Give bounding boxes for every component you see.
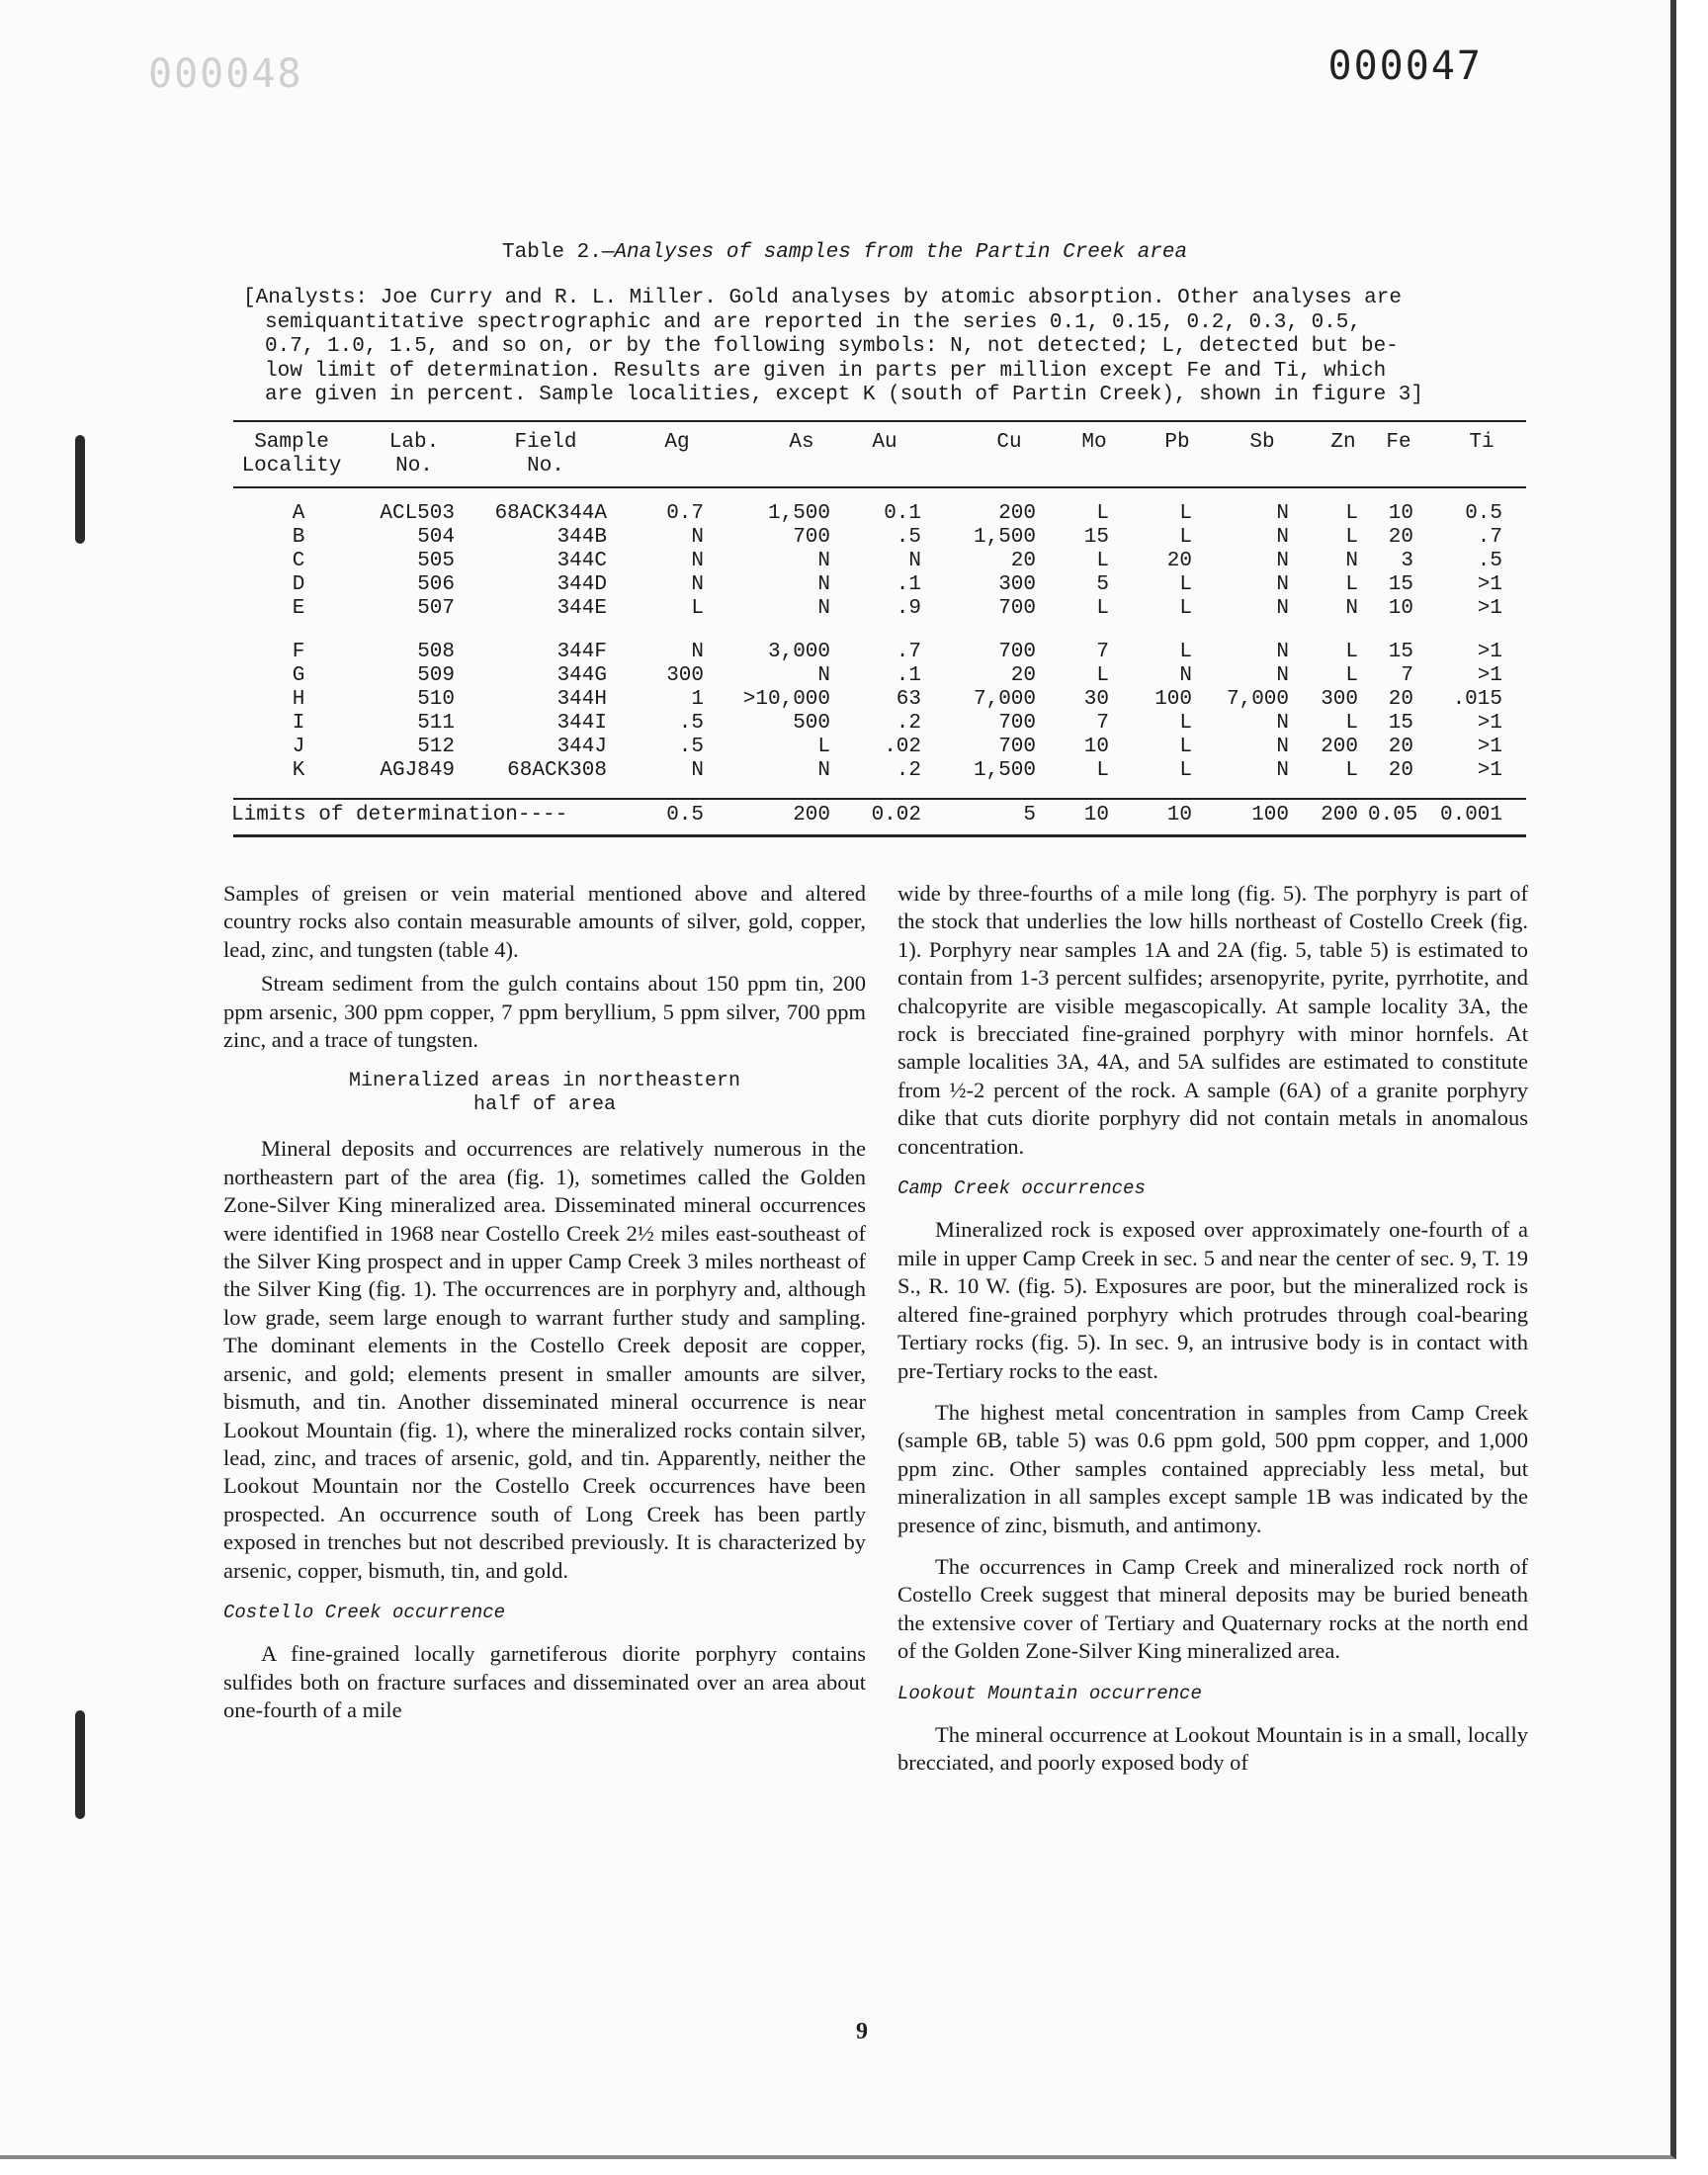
table-cell-as: >10,000 xyxy=(742,688,830,711)
table-cell-pb: L xyxy=(1179,712,1192,735)
table-cell-fe: 3 xyxy=(1401,550,1413,572)
table-cell-fe: 20 xyxy=(1388,526,1413,549)
table-cell-sb: N xyxy=(1276,573,1289,596)
table-cell-zn: L xyxy=(1345,641,1358,663)
table-cell-field: 344I xyxy=(556,712,607,735)
table-cell-ag: N xyxy=(691,759,704,782)
header-ti: Ti xyxy=(1469,431,1494,454)
table-cell-ag: 0.7 xyxy=(666,502,704,525)
table-cell-mo: 15 xyxy=(1083,526,1109,549)
table-cell-ag: N xyxy=(691,573,704,596)
table-cell-ag: N xyxy=(691,641,704,663)
table-cell-fe: 20 xyxy=(1388,759,1413,782)
table-cell-cu: 20 xyxy=(1010,664,1036,687)
table-cell-sb: N xyxy=(1276,759,1289,782)
paragraph: The highest metal concentration in samples from Camp Creek (sample 6B, table 5) was 0.6 ppm gold, 500 ppm copper, and 1,000 ppm zinc. Other samples contained appreciably less metal, but mineralization in all samples except sample 1B was indicated by the presence of zinc, bismuth, and antimony. xyxy=(897,1399,1528,1537)
table-cell-zn: 200 xyxy=(1321,736,1358,758)
table-cell-fe: 20 xyxy=(1388,736,1413,758)
table-cell-fe: 15 xyxy=(1388,573,1413,596)
table-cell-sb: N xyxy=(1276,597,1289,620)
limit-cell-fe: 0.05 xyxy=(1368,804,1418,826)
table-title xyxy=(502,241,1187,264)
table-title-text: Analyses of samples from the Partin Creek area xyxy=(614,241,1188,264)
table-cell-lab: 508 xyxy=(417,641,455,663)
table-cell-ag: 300 xyxy=(666,664,704,687)
table-cell-cu: 300 xyxy=(998,573,1036,596)
table-cell-zn: 300 xyxy=(1321,688,1358,711)
table-cell-field: 344C xyxy=(556,550,607,572)
table-cell-fe: 20 xyxy=(1388,688,1413,711)
table-cell-ti: >1 xyxy=(1477,736,1502,758)
table-cell-au: .7 xyxy=(896,641,921,663)
limit-cell-au: 0.02 xyxy=(871,804,921,826)
table-cell-cu: 1,500 xyxy=(973,759,1036,782)
header-ag: Ag xyxy=(664,431,690,454)
header-cu: Cu xyxy=(996,431,1022,454)
table-cell-mo: L xyxy=(1096,550,1109,572)
table-cell-pb: N xyxy=(1179,664,1192,687)
table-cell-ti: 0.5 xyxy=(1465,502,1502,525)
table-cell-loc: C xyxy=(292,550,305,572)
header-pb: Pb xyxy=(1164,431,1190,454)
table-cell-field: 344G xyxy=(556,664,607,687)
table-cell-au: .1 xyxy=(896,573,921,596)
limit-cell-ag: 0.5 xyxy=(666,804,704,826)
header-sb: Sb xyxy=(1249,431,1275,454)
paragraph: A fine-grained locally garnetiferous diorite porphyry contains sulfides both on fracture surfaces and disseminated over an area about one-fourth of a mile xyxy=(223,1641,866,1723)
table-cell-zn: L xyxy=(1345,502,1358,525)
paragraph: Mineralized rock is exposed over approximately one-fourth of a mile in upper Camp Creek in sec. 5 and near the center of sec. 9, T. 19 S., R. 10 W. (fig. 5). Exposures are poor, but the mineralized rock is altered fine-grained porphyry which protrudes through coal-bearing Tertiary rocks (fig. 5). In sec. 9, an intrusive body is in contact with pre-Tertiary rocks to the east. xyxy=(897,1217,1528,1383)
table-cell-ag: .5 xyxy=(678,712,704,735)
table-cell-au: .2 xyxy=(896,712,921,735)
table-cell-au: 63 xyxy=(896,688,921,711)
table-cell-zn: L xyxy=(1345,526,1358,549)
table-cell-pb: 20 xyxy=(1166,550,1192,572)
header-lab-line1: Lab. xyxy=(388,431,440,454)
table-cell-mo: 10 xyxy=(1083,736,1109,758)
paragraph: Samples of greisen or vein material mentioned above and altered country rocks also contain measurable amounts of silver, gold, copper, lead, zinc, and tungsten (table 4). xyxy=(223,881,866,962)
table-cell-zn: N xyxy=(1345,550,1358,572)
limit-cell-as: 200 xyxy=(793,804,830,826)
table-cell-pb: L xyxy=(1179,736,1192,758)
table-cell-loc: H xyxy=(292,688,305,711)
table-cell-pb: L xyxy=(1179,597,1192,620)
header-field-line2: No. xyxy=(527,455,564,478)
table-cell-fe: 15 xyxy=(1388,712,1413,735)
table-cell-au: .9 xyxy=(896,597,921,620)
table-cell-field: 344D xyxy=(556,573,607,596)
subsection-heading: Camp Creek occurrences xyxy=(897,1177,1146,1200)
table-cell-sb: N xyxy=(1276,526,1289,549)
header-sample-line2: Locality xyxy=(241,455,342,478)
table-cell-lab: 506 xyxy=(417,573,455,596)
table-cell-as: N xyxy=(817,550,830,572)
table-cell-lab: 509 xyxy=(417,664,455,687)
table-cell-as: N xyxy=(817,597,830,620)
table-cell-ti: >1 xyxy=(1477,597,1502,620)
subsection-heading: Costello Creek occurrence xyxy=(223,1601,506,1623)
table-cell-au: .02 xyxy=(884,736,921,758)
table-cell-loc: F xyxy=(292,641,305,663)
table-bottom-rule xyxy=(233,834,1526,837)
table-top-rule xyxy=(233,420,1526,422)
table-title-prefix: Table 2.— xyxy=(502,241,615,264)
table-cell-field: 344H xyxy=(556,688,607,711)
table-cell-lab: 512 xyxy=(417,736,455,758)
table-limits-rule xyxy=(233,798,1526,800)
table-cell-loc: E xyxy=(292,597,305,620)
limit-cell-pb: 10 xyxy=(1166,804,1192,826)
table-cell-au: .2 xyxy=(896,759,921,782)
binder-mark xyxy=(75,435,85,544)
table-note-line: are given in percent. Sample localities, except K (south of Partin Creek), shown in figure 3] xyxy=(265,384,1423,406)
table-cell-lab: 505 xyxy=(417,550,455,572)
table-cell-as: 700 xyxy=(793,526,830,549)
table-cell-ti: .5 xyxy=(1477,550,1502,572)
table-cell-sb: N xyxy=(1276,712,1289,735)
paragraph: wide by three-fourths of a mile long (fig. 5). The porphyry is part of the stock that underlies the low hills northeast of Costello Creek (fig. 1). Porphyry near samples 1A and 2A (fig. 5, table 5) is estimated to contain from 1-3 percent sulfides; arsenopyrite, pyrite, pyrrhotite, and chalcopyrite are visible megascopically. At sample locality 3A, the rock is brecciated fine-grained porphyry with minor hornfels. At sample localities 3A, 4A, and 5A sulfides are estimated to constitute from ½-2 percent of the rock. A sample (6A) of a granite porphyry dike that cuts diorite porphyry did not contain metals in anomalous concentration. xyxy=(897,881,1528,1159)
table-cell-ti: >1 xyxy=(1477,641,1502,663)
section-heading xyxy=(223,1070,866,1117)
table-cell-ag: L xyxy=(691,597,704,620)
table-cell-ti: >1 xyxy=(1477,712,1502,735)
table-cell-au: .1 xyxy=(896,664,921,687)
table-cell-zn: N xyxy=(1345,597,1358,620)
table-cell-fe: 15 xyxy=(1388,641,1413,663)
table-note-line: semiquantitative spectrographic and are reported in the series 0.1, 0.15, 0.2, 0.3, 0.5, xyxy=(265,310,1361,334)
bleed-through-stamp: 000048 xyxy=(148,51,303,97)
table-cell-as: N xyxy=(817,759,830,782)
table-cell-as: 3,000 xyxy=(767,641,830,663)
table-cell-zn: L xyxy=(1345,664,1358,687)
table-cell-lab: 510 xyxy=(417,688,455,711)
table-cell-sb: N xyxy=(1276,641,1289,663)
table-cell-fe: 10 xyxy=(1388,502,1413,525)
table-cell-field: 344E xyxy=(556,597,607,620)
header-mo: Mo xyxy=(1081,431,1107,454)
table-cell-cu: 200 xyxy=(998,502,1036,525)
table-cell-fe: 7 xyxy=(1401,664,1413,687)
limits-label: Limits of determination---- xyxy=(231,804,568,826)
table-cell-zn: L xyxy=(1345,712,1358,735)
table-cell-ti: >1 xyxy=(1477,664,1502,687)
table-cell-sb: N xyxy=(1276,664,1289,687)
table-notes xyxy=(243,287,1538,408)
table-cell-ag: .5 xyxy=(678,736,704,758)
table-cell-pb: L xyxy=(1179,759,1192,782)
table-cell-cu: 7,000 xyxy=(973,688,1036,711)
table-cell-cu: 700 xyxy=(998,597,1036,620)
table-cell-mo: 7 xyxy=(1096,712,1109,735)
table-cell-ti: >1 xyxy=(1477,573,1502,596)
table-cell-mo: 7 xyxy=(1096,641,1109,663)
table-cell-fe: 10 xyxy=(1388,597,1413,620)
table-cell-cu: 700 xyxy=(998,736,1036,758)
table-cell-mo: L xyxy=(1096,664,1109,687)
table-cell-au: .5 xyxy=(896,526,921,549)
paragraph: The occurrences in Camp Creek and mineralized rock north of Costello Creek suggest that mineral deposits may be buried beneath the extensive cover of Tertiary and Quaternary rocks at the north end of the Golden Zone-Silver King mineralized area. xyxy=(897,1553,1528,1664)
limit-cell-mo: 10 xyxy=(1083,804,1109,826)
table-cell-mo: L xyxy=(1096,502,1109,525)
header-lab-no xyxy=(370,431,459,478)
page-stamp: 000047 xyxy=(1327,44,1483,89)
limit-cell-zn: 200 xyxy=(1321,804,1358,826)
table-cell-lab: 507 xyxy=(417,597,455,620)
table-cell-pb: L xyxy=(1179,502,1192,525)
header-fe: Fe xyxy=(1386,431,1411,454)
table-cell-au: 0.1 xyxy=(884,502,921,525)
table-cell-mo: L xyxy=(1096,597,1109,620)
table-cell-field: 344B xyxy=(556,526,607,549)
table-cell-lab: AGJ849 xyxy=(380,759,455,782)
table-note-line: low limit of determination. Results are given in parts per million except Fe and Ti, which xyxy=(265,359,1387,383)
table-cell-ag: N xyxy=(691,526,704,549)
table-cell-loc: B xyxy=(292,526,305,549)
table-cell-sb: N xyxy=(1276,550,1289,572)
header-zn: Zn xyxy=(1330,431,1356,454)
table-cell-ag: 1 xyxy=(691,688,704,711)
paragraph: Mineral deposits and occurrences are relatively numerous in the northeastern part of the area (fig. 1), sometimes called the Golden Zone-Silver King mineralized area. Disseminated mineral occurrences were identified in 1968 near Costello Creek 2½ miles east-southeast of the Silver King prospect and in upper Camp Creek 3 miles northeast of the Silver King (fig. 1). The occurrences are in porphyry and, although low grade, seem large enough to warrant further study and sampling. The dominant elements in the Costello Creek deposit are copper, arsenic, and gold; elements present in smaller amounts are silver, bismuth, and tin. Another disseminated mineral occurrence is near Lookout Mountain (fig. 1), where the mineralized rocks contain silver, lead, zinc, and traces of arsenic, gold, and tin. Apparently, neither the Lookout Mountain nor the Costello Creek occurrences have been prospected. An occurrence south of Long Creek has been partly exposed in trenches but not described previously. It is characterized by arsenic, copper, bismuth, tin, and gold. xyxy=(223,1136,866,1583)
section-heading-line2: half of area xyxy=(472,1093,617,1117)
table-cell-ag: N xyxy=(691,550,704,572)
table-cell-field: 68ACK308 xyxy=(507,759,607,782)
header-lab-line2: No. xyxy=(395,455,433,478)
table-cell-cu: 1,500 xyxy=(973,526,1036,549)
table-cell-loc: J xyxy=(292,736,305,758)
table-cell-au: N xyxy=(908,550,921,572)
section-heading-line1: Mineralized areas in northeastern xyxy=(348,1070,741,1093)
table-cell-field: 344F xyxy=(556,641,607,663)
header-au: Au xyxy=(872,431,897,454)
table-cell-mo: 5 xyxy=(1096,573,1109,596)
table-cell-zn: L xyxy=(1345,759,1358,782)
table-cell-cu: 20 xyxy=(1010,550,1036,572)
paragraph: Stream sediment from the gulch contains about 150 ppm tin, 200 ppm arsenic, 300 ppm copper, 7 ppm beryllium, 5 ppm silver, 700 ppm zinc, and a trace of tungsten. xyxy=(223,971,866,1053)
header-field-line1: Field xyxy=(514,431,577,454)
table-cell-pb: L xyxy=(1179,526,1192,549)
table-cell-as: N xyxy=(817,573,830,596)
table-cell-as: 500 xyxy=(793,712,830,735)
table-cell-loc: D xyxy=(292,573,305,596)
table-cell-sb: 7,000 xyxy=(1226,688,1289,711)
paragraph: The mineral occurrence at Lookout Mountain is in a small, locally brecciated, and poorly exposed body of xyxy=(897,1721,1528,1776)
table-cell-pb: L xyxy=(1179,641,1192,663)
table-note-line: [Analysts: Joe Curry and R. L. Miller. Gold analyses by atomic absorption. Other analyses are xyxy=(243,287,1402,309)
table-cell-pb: L xyxy=(1179,573,1192,596)
table-cell-sb: N xyxy=(1276,736,1289,758)
table-header-rule xyxy=(233,486,1526,488)
table-cell-sb: N xyxy=(1276,502,1289,525)
header-sample-line1: Sample xyxy=(254,431,329,454)
table-cell-cu: 700 xyxy=(998,641,1036,663)
limit-cell-cu: 5 xyxy=(1023,804,1036,826)
table-cell-lab: 504 xyxy=(417,526,455,549)
left-column xyxy=(223,880,866,1739)
table-cell-lab: ACL503 xyxy=(380,502,455,525)
table-cell-loc: A xyxy=(292,502,305,525)
table-cell-as: 1,500 xyxy=(767,502,830,525)
table-cell-ti: .015 xyxy=(1452,688,1502,711)
subsection-heading: Lookout Mountain occurrence xyxy=(897,1682,1202,1704)
table-note-line: 0.7, 1.0, 1.5, and so on, or by the following symbols: N, not detected; L, detected but be- xyxy=(265,335,1399,358)
table-cell-as: N xyxy=(817,664,830,687)
table-cell-mo: L xyxy=(1096,759,1109,782)
limit-cell-ti: 0.001 xyxy=(1439,804,1502,826)
right-column xyxy=(897,880,1528,1791)
table-cell-as: L xyxy=(817,736,830,758)
table-cell-loc: K xyxy=(292,759,305,782)
binder-mark xyxy=(75,1710,85,1819)
page-number: 9 xyxy=(856,2019,868,2044)
table-cell-loc: G xyxy=(292,664,305,687)
table-cell-ti: .7 xyxy=(1477,526,1502,549)
table-cell-ti: >1 xyxy=(1477,759,1502,782)
header-as: As xyxy=(789,431,814,454)
table-cell-loc: I xyxy=(292,712,305,735)
table-cell-lab: 511 xyxy=(417,712,455,735)
table-cell-field: 68ACK344A xyxy=(494,502,607,525)
table-cell-cu: 700 xyxy=(998,712,1036,735)
header-field-no xyxy=(494,431,597,478)
table-cell-field: 344J xyxy=(556,736,607,758)
header-sample xyxy=(233,431,350,478)
table-cell-zn: L xyxy=(1345,573,1358,596)
table-cell-mo: 30 xyxy=(1083,688,1109,711)
table-cell-pb: 100 xyxy=(1154,688,1192,711)
limit-cell-sb: 100 xyxy=(1251,804,1289,826)
